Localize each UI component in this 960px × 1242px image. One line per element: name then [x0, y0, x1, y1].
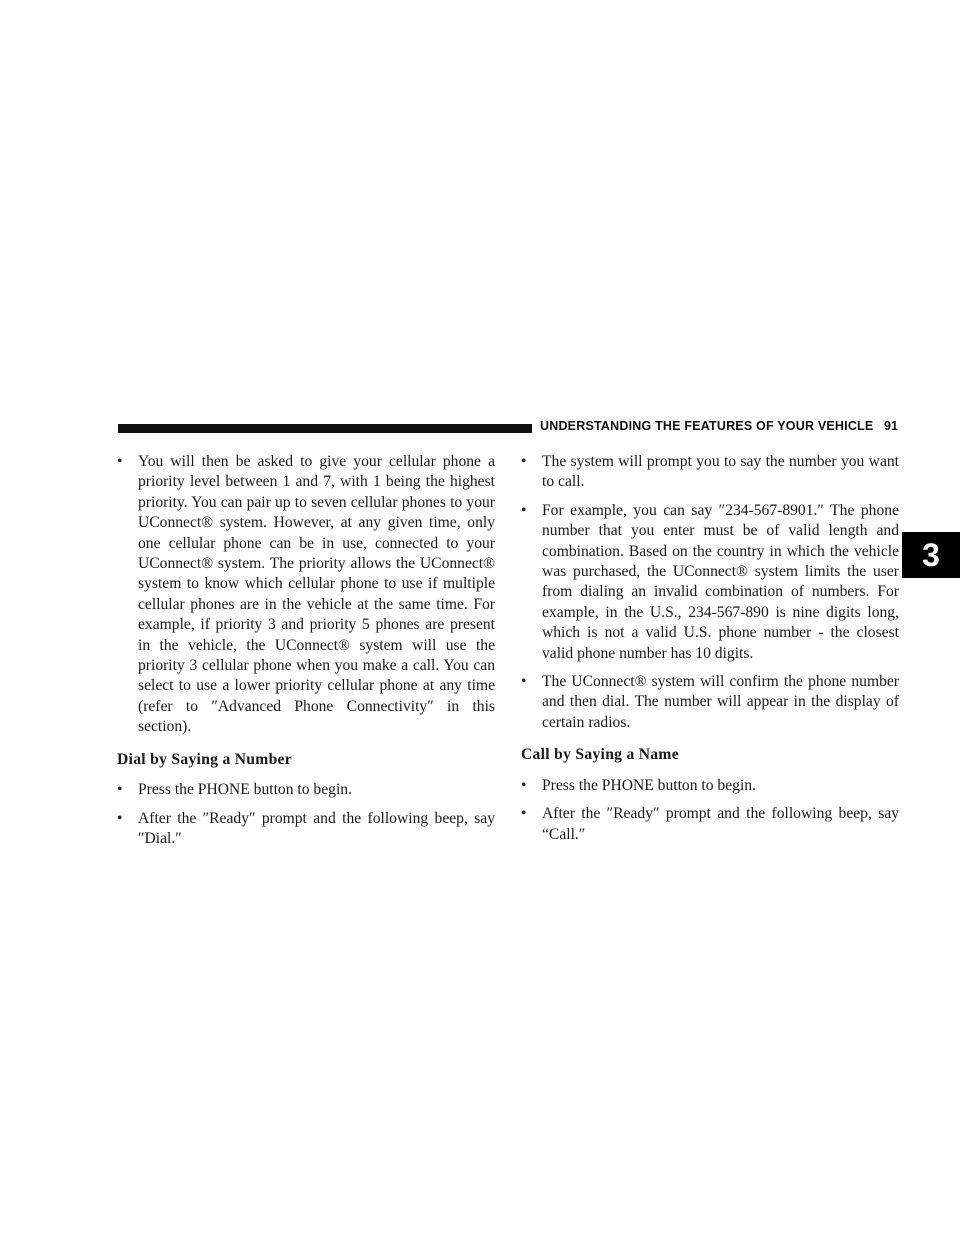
bullet-icon: • [117, 781, 123, 799]
bullet-item [521, 452, 899, 493]
header-rule [118, 424, 532, 433]
bullet-item [521, 672, 899, 733]
bullet-text: The UConnect® system will confirm the phone number and then dial. The number will appear in the display of certain radios. [542, 673, 899, 731]
page-number: 91 [884, 419, 898, 433]
bullet-icon: • [521, 776, 527, 794]
section-heading-dial-number: Dial by Saying a Number [117, 750, 292, 768]
bullet-icon: • [521, 501, 527, 519]
bullet-text: For example, you can say ″234-567-8901.″ The phone number that you enter must be of valid length and combination. Based on the country in which the vehicle was purchased, the UConnect® system limits the user from dialing an invalid combination of numbers. For example, in the U.S., 234-567-890 is nine digits long, which is not a valid U.S. phone number - the closest valid phone number has 10 digits. [542, 501, 899, 662]
bullet-text: Press the PHONE button to begin. [138, 781, 352, 799]
bullet-item [117, 780, 495, 800]
bullet-text: The system will prompt you to say the number you want to call. [542, 453, 899, 491]
bullet-item [521, 804, 899, 845]
running-header: UNDERSTANDING THE FEATURES OF YOUR VEHICLE [540, 419, 874, 433]
section-heading-call-name: Call by Saying a Name [521, 746, 679, 764]
bullet-icon: • [117, 809, 123, 827]
bullet-icon: • [521, 673, 527, 691]
chapter-tab: 3 [902, 532, 960, 578]
bullet-icon: • [117, 453, 123, 470]
bullet-item [521, 501, 899, 664]
bullet-icon: • [521, 805, 527, 823]
bullet-item [521, 776, 899, 796]
bullet-icon: • [521, 453, 527, 470]
bullet-item [117, 452, 495, 738]
bullet-text: You will then be asked to give your cellular phone a priority level between 1 and 7, with 1 being the highest priority. You can pair up to seven cellular phones to your UConnect® system. However, at any given time, only one cellular phone can be in use, connected to your UConnect® system. The priority allows the UConnect® system to know which cellular phone to use if multiple cellular phones are in the vehicle at the same time. For example, if priority 3 and priority 5 phones are present in the vehicle, the UConnect® system will use the priority 3 cellular phone when you make a call. You can select to use a lower priority cellular phone at any time (refer to ″Advanced Phone Connectivity″ in this section). [138, 453, 495, 736]
bullet-text: After the ″Ready″ prompt and the following beep, say “Call.″ [542, 805, 899, 843]
bullet-text: Press the PHONE button to begin. [542, 776, 756, 794]
left-column [117, 452, 495, 857]
bullet-text: After the ″Ready″ prompt and the following beep, say ″Dial.″ [138, 809, 495, 847]
right-column [521, 452, 899, 853]
bullet-item [117, 809, 495, 850]
